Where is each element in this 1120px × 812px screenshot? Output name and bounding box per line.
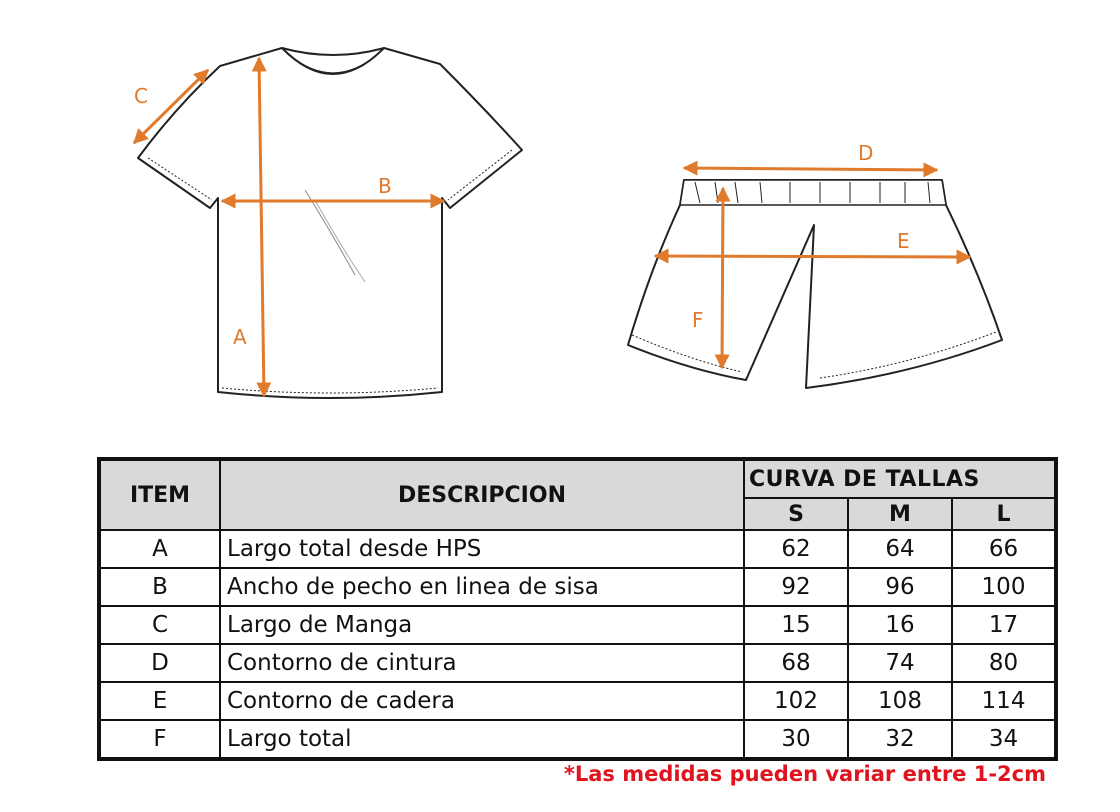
header-item: ITEM	[99, 459, 220, 530]
row-item: B	[99, 568, 220, 606]
label-b: B	[378, 174, 392, 198]
header-description: DESCRIPCION	[220, 459, 744, 530]
row-item: E	[99, 682, 220, 720]
header-row	[99, 459, 1056, 498]
header-size-group: CURVA DE TALLAS	[744, 459, 1056, 498]
label-f: F	[692, 308, 704, 332]
arrow-d	[684, 168, 937, 170]
row-item: D	[99, 644, 220, 682]
label-e: E	[897, 229, 910, 253]
table-row	[99, 720, 1056, 759]
row-value-l: 34	[952, 720, 1056, 759]
row-item: C	[99, 606, 220, 644]
row-description: Ancho de pecho en linea de sisa	[220, 568, 744, 606]
row-value-l: 80	[952, 644, 1056, 682]
table-row	[99, 606, 1056, 644]
label-d: D	[858, 141, 874, 165]
row-value-s: 68	[744, 644, 848, 682]
tshirt-drawing	[138, 48, 522, 398]
arrow-e	[655, 256, 970, 257]
row-description: Largo total desde HPS	[220, 530, 744, 568]
header-size-s: S	[744, 498, 848, 530]
row-description: Contorno de cintura	[220, 644, 744, 682]
shorts-drawing	[628, 180, 1002, 388]
header-size-l: L	[952, 498, 1056, 530]
row-value-l: 100	[952, 568, 1056, 606]
row-value-s: 15	[744, 606, 848, 644]
label-c: C	[134, 84, 148, 108]
label-a: A	[233, 325, 247, 349]
row-description: Contorno de cadera	[220, 682, 744, 720]
row-value-s: 102	[744, 682, 848, 720]
row-description: Largo total	[220, 720, 744, 759]
table-row	[99, 568, 1056, 606]
row-value-s: 30	[744, 720, 848, 759]
header-size-m: M	[848, 498, 952, 530]
row-value-l: 114	[952, 682, 1056, 720]
row-value-m: 108	[848, 682, 952, 720]
row-item: A	[99, 530, 220, 568]
measurement-note: *Las medidas pueden variar entre 1-2cm	[563, 762, 1046, 786]
row-value-s: 62	[744, 530, 848, 568]
row-value-m: 74	[848, 644, 952, 682]
arrow-f	[722, 188, 723, 368]
row-description: Largo de Manga	[220, 606, 744, 644]
row-value-m: 32	[848, 720, 952, 759]
size-chart-table	[97, 457, 1058, 761]
table-row	[99, 682, 1056, 720]
row-item: F	[99, 720, 220, 759]
row-value-m: 96	[848, 568, 952, 606]
row-value-l: 17	[952, 606, 1056, 644]
table-row	[99, 644, 1056, 682]
row-value-m: 16	[848, 606, 952, 644]
row-value-l: 66	[952, 530, 1056, 568]
table-row	[99, 530, 1056, 568]
row-value-s: 92	[744, 568, 848, 606]
row-value-m: 64	[848, 530, 952, 568]
